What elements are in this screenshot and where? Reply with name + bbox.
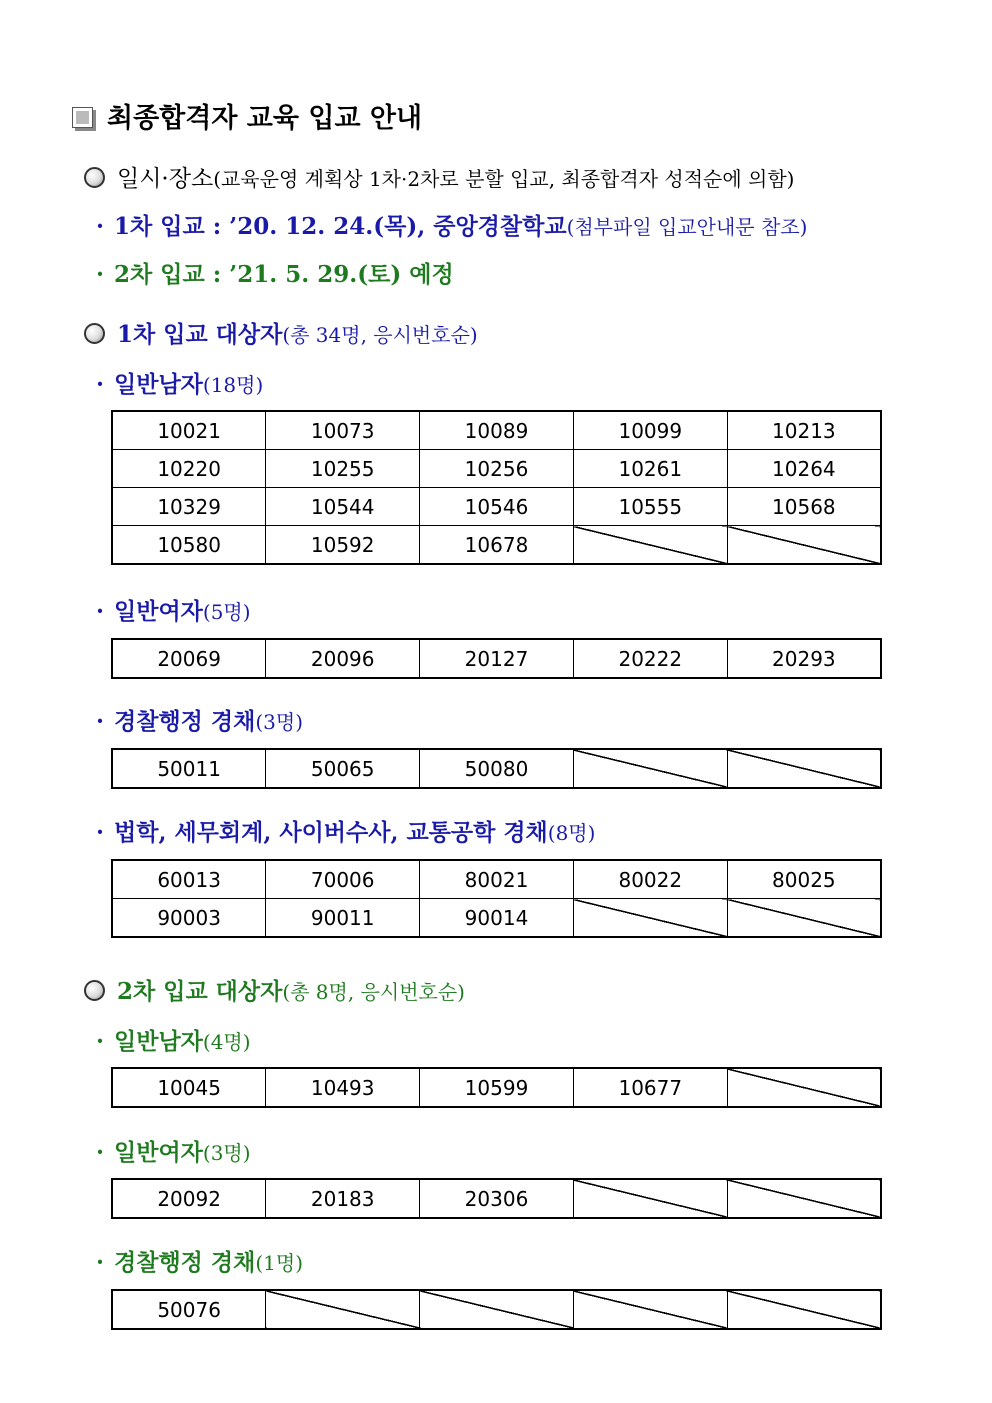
table-row (112, 899, 881, 938)
second-entry-line: · 2차 입교 : ’21. 5. 29.(토) 예정 (96, 261, 454, 288)
group-count: (5명) (202, 600, 251, 624)
candidate-number-cell: 20096 (266, 639, 420, 678)
candidate-number-cell: 10089 (420, 411, 574, 450)
group-name: 일반남자 (114, 371, 203, 398)
candidate-number-cell: 10592 (266, 526, 420, 565)
group-heading: · 경찰행정 경채(1명) (96, 1249, 303, 1276)
candidate-number-cell: 20222 (573, 639, 727, 678)
table-row (112, 450, 881, 488)
group-name: 법학, 세무회계, 사이버수사, 교통공학 경채 (114, 819, 548, 846)
empty-cell (573, 526, 727, 565)
table-row (112, 749, 881, 788)
schedule-heading (84, 160, 794, 193)
candidate-number-cell: 10073 (266, 411, 420, 450)
candidate-number-cell: 10546 (420, 488, 574, 526)
group-name: 경찰행정 경채 (114, 1249, 256, 1276)
group-count: (8명) (547, 821, 596, 845)
candidate-number-cell: 10255 (266, 450, 420, 488)
candidate-number-cell: 50065 (266, 749, 420, 788)
candidate-number-cell: 80025 (727, 860, 881, 899)
id-table (111, 859, 882, 938)
candidate-number-cell: 10678 (420, 526, 574, 565)
candidate-number-cell: 10261 (573, 450, 727, 488)
table-row (112, 1290, 881, 1329)
round2-heading (84, 973, 465, 1006)
round1-heading (84, 316, 478, 349)
empty-cell (573, 749, 727, 788)
candidate-number-cell: 90011 (266, 899, 420, 938)
candidate-number-cell: 10045 (112, 1068, 266, 1107)
group-heading: · 일반여자(3명) (96, 1139, 251, 1166)
empty-cell (266, 1290, 420, 1329)
candidate-number-cell: 10568 (727, 488, 881, 526)
candidate-number-cell: 50080 (420, 749, 574, 788)
candidate-number-cell: 10213 (727, 411, 881, 450)
page-title (72, 96, 422, 135)
candidate-number-cell: 20092 (112, 1179, 266, 1218)
circle-bullet-icon (84, 980, 105, 1001)
id-table (111, 1178, 882, 1219)
table-row (112, 411, 881, 450)
candidate-number-cell: 10493 (266, 1068, 420, 1107)
group-name: 일반여자 (114, 598, 203, 625)
group-heading: · 일반여자(5명) (96, 598, 251, 625)
group-name: 경찰행정 경채 (114, 708, 256, 735)
table-row (112, 860, 881, 899)
group-heading: · 법학, 세무회계, 사이버수사, 교통공학 경채(8명) (96, 819, 596, 846)
candidate-number-cell: 10021 (112, 411, 266, 450)
square-bullet-icon (72, 107, 93, 128)
candidate-number-cell: 20293 (727, 639, 881, 678)
first-entry-label: 1차 입교 : ’20. 12. 24.(목), 중앙경찰학교 (114, 213, 567, 240)
table-row (112, 1179, 881, 1218)
candidate-number-cell: 10099 (573, 411, 727, 450)
group-count: (18명) (202, 373, 264, 397)
empty-cell (727, 526, 881, 565)
round2-note: (총 8명, 응시번호순) (282, 980, 465, 1004)
candidate-number-cell: 20183 (266, 1179, 420, 1218)
group-name: 일반여자 (114, 1139, 203, 1166)
candidate-number-cell: 60013 (112, 860, 266, 899)
id-table (111, 1289, 882, 1330)
candidate-number-cell: 20306 (420, 1179, 574, 1218)
table-row (112, 488, 881, 526)
group-heading: · 경찰행정 경채(3명) (96, 708, 303, 735)
round2-heading-text: 2차 입교 대상자 (117, 978, 283, 1005)
schedule-note: (교육운영 계획상 1차·2차로 분할 입교, 최종합격자 성적순에 의함) (213, 167, 795, 191)
candidate-number-cell: 50076 (112, 1290, 266, 1329)
schedule-heading-text: 일시·장소 (117, 166, 214, 192)
first-entry-line: · 1차 입교 : ’20. 12. 24.(목), 중앙경찰학교(첨부파일 입교안내문 참조) (96, 213, 808, 240)
group-heading: · 일반남자(4명) (96, 1028, 251, 1055)
empty-cell (727, 1179, 881, 1218)
empty-cell (727, 1068, 881, 1107)
id-table (111, 410, 882, 565)
group-count: (4명) (202, 1030, 251, 1054)
candidate-number-cell: 20127 (420, 639, 574, 678)
group-heading: · 일반남자(18명) (96, 371, 264, 398)
empty-cell (573, 1290, 727, 1329)
candidate-number-cell: 50011 (112, 749, 266, 788)
candidate-number-cell: 10329 (112, 488, 266, 526)
id-table (111, 1067, 882, 1108)
candidate-number-cell: 10677 (573, 1068, 727, 1107)
candidate-number-cell: 90003 (112, 899, 266, 938)
table-row (112, 1068, 881, 1107)
table-row (112, 526, 881, 565)
second-entry-label: 2차 입교 : ’21. 5. 29.(토) 예정 (114, 261, 454, 288)
empty-cell (573, 899, 727, 938)
candidate-number-cell: 10580 (112, 526, 266, 565)
candidate-number-cell: 20069 (112, 639, 266, 678)
candidate-number-cell: 10555 (573, 488, 727, 526)
id-table (111, 638, 882, 679)
empty-cell (420, 1290, 574, 1329)
table-row (112, 639, 881, 678)
candidate-number-cell: 70006 (266, 860, 420, 899)
round1-note: (총 34명, 응시번호순) (282, 323, 478, 347)
empty-cell (727, 899, 881, 938)
candidate-number-cell: 10544 (266, 488, 420, 526)
candidate-number-cell: 10264 (727, 450, 881, 488)
candidate-number-cell: 10220 (112, 450, 266, 488)
id-table (111, 748, 882, 789)
empty-cell (573, 1179, 727, 1218)
candidate-number-cell: 10256 (420, 450, 574, 488)
round1-heading-text: 1차 입교 대상자 (117, 321, 283, 348)
candidate-number-cell: 10599 (420, 1068, 574, 1107)
group-count: (3명) (202, 1141, 251, 1165)
empty-cell (727, 749, 881, 788)
group-count: (1명) (255, 1251, 303, 1275)
title-text: 최종합격자 교육 입교 안내 (107, 103, 423, 134)
candidate-number-cell: 80022 (573, 860, 727, 899)
empty-cell (727, 1290, 881, 1329)
group-name: 일반남자 (114, 1028, 203, 1055)
circle-bullet-icon (84, 323, 105, 344)
candidate-number-cell: 90014 (420, 899, 574, 938)
circle-bullet-icon (84, 167, 105, 188)
first-entry-note: (첨부파일 입교안내문 참조) (566, 215, 808, 239)
group-count: (3명) (255, 710, 303, 734)
candidate-number-cell: 80021 (420, 860, 574, 899)
